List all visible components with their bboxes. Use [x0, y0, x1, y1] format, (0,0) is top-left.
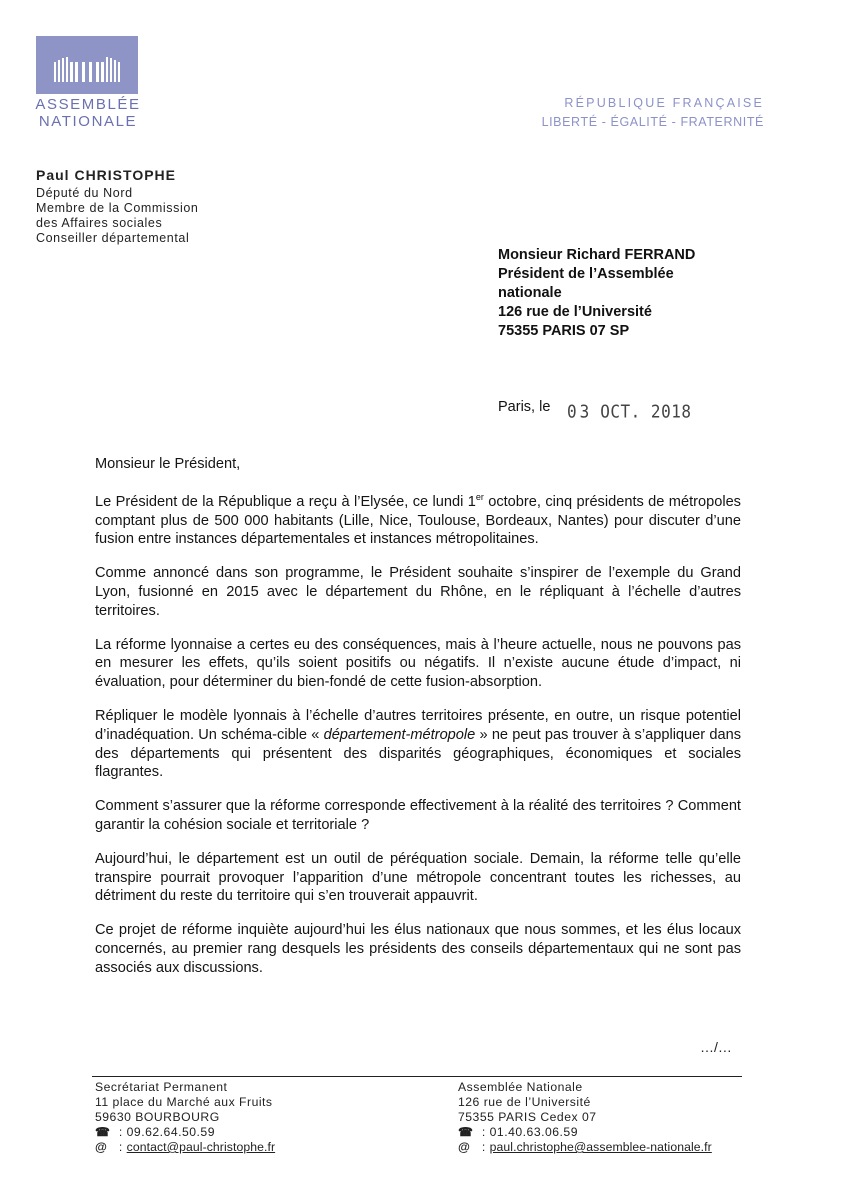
footer-right-phone: : 01.40.63.06.59	[478, 1125, 578, 1139]
motto-line: LIBERTÉ - ÉGALITÉ - FRATERNITÉ	[541, 115, 764, 129]
footer-left-phone: : 09.62.64.50.59	[115, 1125, 215, 1139]
footer-left-org: Secrétariat Permanent	[95, 1080, 228, 1094]
footer-right-city: 75355 PARIS Cedex 07	[458, 1110, 597, 1124]
sender-title: Député du Nord	[36, 186, 133, 200]
footer-right-org: Assemblée Nationale	[458, 1080, 583, 1094]
date-stamp	[567, 401, 691, 422]
date-stamp-month-year: OCT. 2018	[600, 400, 692, 423]
footer-right-street: 126 rue de l’Université	[458, 1095, 591, 1109]
footer-left-city: 59630 BOURBOURG	[95, 1110, 220, 1124]
at-icon: @	[458, 1140, 471, 1154]
footer-left-email-link[interactable]: contact@paul-christophe.fr	[126, 1140, 276, 1154]
logo-line2: NATIONALE	[38, 113, 138, 130]
recipient-city: 75355 PARIS 07 SP	[498, 323, 630, 339]
footer-left-street: 11 place du Marché aux Fruits	[95, 1095, 273, 1109]
recipient-title: Président de l’Assemblée	[498, 266, 674, 282]
sender-commission: des Affaires sociales	[36, 216, 163, 230]
recipient-title-cont: nationale	[498, 285, 562, 301]
ordinal-superscript: er	[475, 491, 484, 502]
date-stamp-day: 03	[567, 400, 593, 423]
sender-role: Membre de la Commission	[36, 201, 199, 215]
paragraph-4-emphasis: département-métropole	[323, 726, 476, 743]
paragraph-2: Comme annoncé dans son programme, le Président souhaite s’inspirer de l’exemple du Grand Lyon, fusionné en 2015 avec le département du Rhône, en le répliquant à l’échelle d’autres territoires.	[95, 565, 741, 619]
footer-right-email-sep: :	[478, 1140, 490, 1154]
recipient-street: 126 rue de l’Université	[498, 304, 652, 320]
recipient-name: Monsieur Richard FERRAND	[498, 247, 696, 263]
logo-line1: ASSEMBLÉE	[35, 96, 141, 113]
paragraph-1	[95, 493, 741, 549]
recipient-block	[498, 246, 695, 341]
paragraph-3: La réforme lyonnaise a certes eu des conséquences, mais à l’heure actuelle, nous ne pouvons pas en mesurer les effets, qu’ils soient positifs ou négatifs. Il n’existe aucune étude d’impact, ni évaluation, pour déterminer du bien-fondé de cette fusion-absorption.	[95, 636, 741, 691]
paragraph-6: Aujourd’hui, le département est un outil de péréquation sociale. Demain, la réforme telle qu’elle transpire pourrait provoquer l’apparition d’une métropole concentrant toutes les richesses, au détriment du reste du territoire qui s’en trouverait appauvrit.	[95, 850, 741, 905]
footer-left-email-row	[95, 1140, 275, 1155]
paragraph-1-end: octobre, cinq présidents de métropoles comptant plus de 500 000 habitants (Lille, Nice, Toulouse, Bordeaux, Nantes) pour discuter d’une fusion entre instances départementales et instances métropolitaines.	[95, 493, 741, 548]
phone-icon: ☎	[95, 1125, 111, 1139]
footer-right-email-link[interactable]: paul.christophe@assemblee-nationale.fr	[489, 1140, 712, 1154]
footer-right	[458, 1080, 712, 1155]
paragraph-1-start: Le Président de la République a reçu à l’Elysée, ce lundi 1	[95, 493, 476, 510]
sender-block	[36, 168, 198, 246]
footer-left	[95, 1080, 275, 1155]
paragraph-5: Comment s’assurer que la réforme corresponde effectivement à la réalité des territoires ? Comment garantir la cohésion sociale et territoriale ?	[95, 798, 741, 833]
assemblee-logo	[36, 36, 138, 94]
paragraph-7: Ce projet de réforme inquiète aujourd’hui les élus nationaux que nous sommes, et les élus locaux concernés, au premier rang desquels les présidents des conseils départementaux qui ne sont pas associés aux discussions.	[95, 922, 741, 976]
assemblee-logo-text	[32, 96, 144, 130]
footer-right-email-row	[458, 1140, 712, 1155]
republic-line: RÉPUBLIQUE FRANÇAISE	[564, 96, 764, 110]
salutation: Monsieur le Président,	[95, 456, 241, 472]
sender-name: Paul CHRISTOPHE	[36, 167, 176, 183]
paragraph-4-start: Répliquer le modèle lyonnais à l’échelle d’autres territoires présente, en outre, un risque potentiel d’inadéquation. Un schéma-cible «	[95, 707, 741, 743]
continued-marker: …/…	[700, 1039, 732, 1055]
republic-heading	[542, 94, 764, 132]
hemicycle-columns-icon	[36, 36, 138, 94]
at-icon: @	[95, 1140, 108, 1154]
sender-council: Conseiller départemental	[36, 231, 190, 245]
paragraph-4-end: » ne peut pas trouver à s’appliquer dans des départements qui présentent des disparités géographiques, économiques et sociales flagrantes.	[95, 726, 741, 781]
paragraph-4	[95, 707, 741, 782]
footer-right-phone-row	[458, 1125, 712, 1140]
footer-left-email-sep: :	[115, 1140, 127, 1154]
letter-body	[95, 455, 741, 993]
date-prefix: Paris, le	[498, 399, 551, 415]
phone-icon: ☎	[458, 1125, 474, 1139]
footer-left-phone-row	[95, 1125, 275, 1140]
footer-divider	[92, 1076, 742, 1077]
